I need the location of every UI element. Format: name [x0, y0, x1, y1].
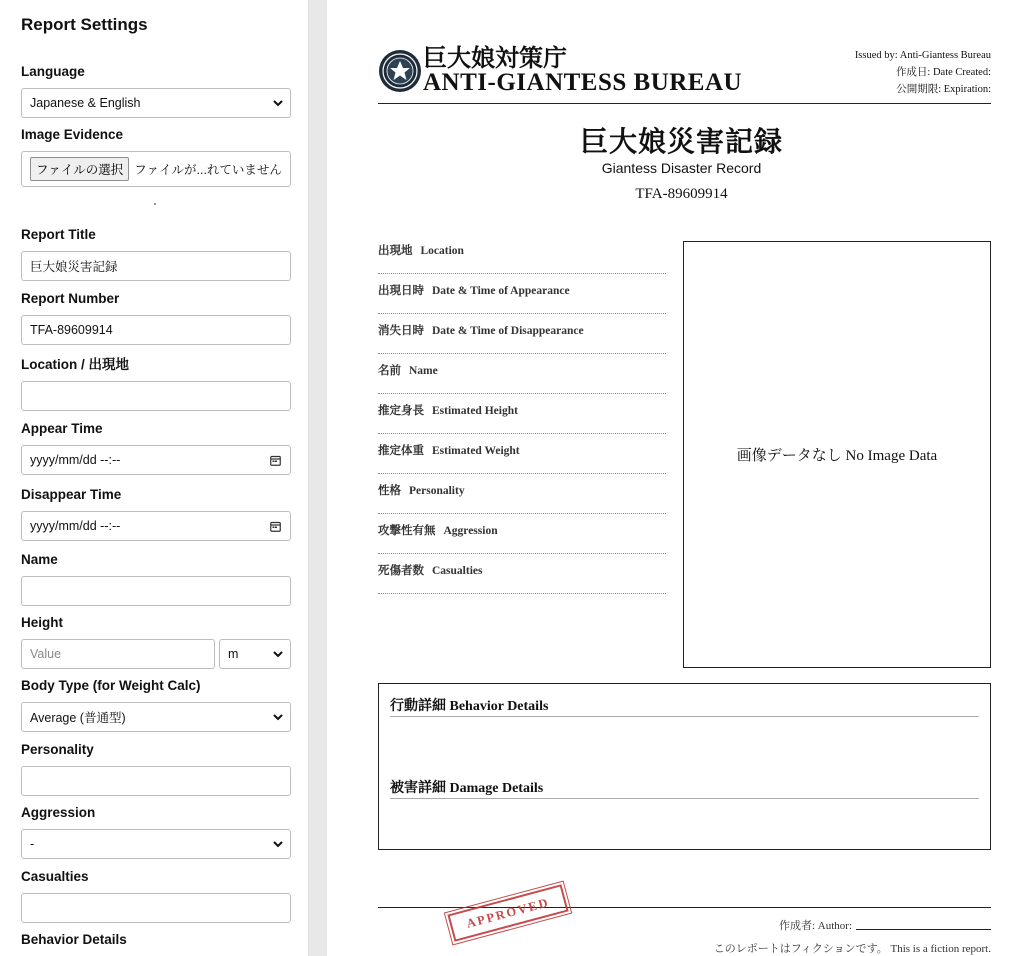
date-created: 作成日: Date Created: [895, 67, 991, 78]
report-document [327, 0, 1036, 956]
behavior-details-field [21, 931, 291, 956]
field-row-disappear-time: 消失日時 Date & Time of Disappearance [378, 314, 666, 354]
report-title-input[interactable] [21, 251, 291, 281]
language-field [21, 63, 291, 118]
height-placeholder: Value [30, 647, 62, 661]
behavior-details-label: Behavior Details [21, 932, 127, 947]
divider-dot [154, 203, 156, 205]
author-signature-line [856, 929, 991, 930]
author-label: 作成者: Author: [778, 920, 852, 932]
aggression-value: - [30, 837, 35, 851]
field-row-appear-time: 出現日時 Date & Time of Appearance [378, 274, 666, 314]
name-label: Name [21, 552, 58, 567]
field-row-height: 推定身長 Estimated Height [378, 394, 666, 434]
approved-stamp: APPROVED [447, 884, 568, 942]
details-box [378, 683, 991, 850]
chevron-down-icon [272, 97, 284, 109]
issued-by: Issued by: Anti-Giantess Bureau [854, 50, 991, 61]
author-line [779, 917, 991, 933]
field-row-casualties: 死傷者数 Casualties [378, 554, 666, 594]
body-type-value: Average (普通型) [30, 711, 126, 725]
field-row-name: 名前 Name [378, 354, 666, 394]
casualties-field [21, 868, 291, 923]
bureau-name-en: ANTI-GIANTESS BUREAU [423, 69, 743, 96]
casualties-input[interactable] [21, 893, 291, 923]
appear-time-placeholder: yyyy/mm/dd --:-- [30, 453, 121, 467]
no-image-text: 画像データなし No Image Data [736, 448, 938, 464]
appear-time-label: Appear Time [21, 421, 103, 436]
choose-file-button[interactable]: ファイルの選択 [30, 157, 129, 181]
image-evidence-label: Image Evidence [21, 127, 124, 142]
body-type-field [21, 677, 291, 732]
field-row-personality: 性格 Personality [378, 474, 666, 514]
language-select[interactable] [21, 88, 291, 118]
location-input[interactable] [21, 381, 291, 411]
report-number-value: TFA-89609914 [30, 323, 113, 337]
report-number-input[interactable] [21, 315, 291, 345]
disappear-time-label: Disappear Time [21, 487, 122, 502]
disappear-time-placeholder: yyyy/mm/dd --:-- [30, 519, 121, 533]
calendar-icon[interactable] [270, 521, 281, 532]
location-label: Location / 出現地 [21, 357, 129, 372]
file-status-text: ファイルが...れていません [134, 163, 282, 177]
report-number-field [21, 290, 291, 345]
name-input[interactable] [21, 576, 291, 606]
bureau-name-jp: 巨大娘対策庁 [423, 46, 567, 72]
location-field [21, 356, 291, 411]
chevron-down-icon [272, 838, 284, 850]
appear-time-field [21, 420, 291, 475]
body-type-label: Body Type (for Weight Calc) [21, 678, 201, 693]
height-field [21, 614, 291, 669]
sidebar-title: Report Settings [21, 15, 148, 34]
expiration: 公開期限: Expiration: [896, 84, 991, 95]
aggression-field [21, 804, 291, 859]
report-title-value: 巨大娘災害記録 [30, 260, 118, 274]
settings-sidebar [0, 0, 309, 956]
height-label: Height [21, 615, 63, 630]
chevron-down-icon [272, 711, 284, 723]
bureau-emblem-icon [378, 49, 422, 93]
name-field [21, 551, 291, 606]
disappear-time-field [21, 486, 291, 541]
document-title: 巨大娘災害記録 [579, 127, 783, 158]
image-file-input[interactable] [21, 151, 291, 187]
chevron-down-icon [272, 648, 284, 660]
personality-field [21, 741, 291, 796]
report-title-label: Report Title [21, 227, 96, 242]
personality-label: Personality [21, 742, 94, 757]
field-row-weight: 推定体重 Estimated Weight [378, 434, 666, 474]
aggression-label: Aggression [21, 805, 96, 820]
behavior-details-heading: 行動詳細 Behavior Details [390, 695, 979, 717]
issue-info [855, 47, 991, 98]
image-placeholder [683, 241, 991, 668]
language-value: Japanese & English [30, 96, 141, 110]
personality-input[interactable] [21, 766, 291, 796]
fiction-note: このレポートはフィクションです。 This is a fiction report. [713, 943, 991, 955]
field-row-location: 出現地 Location [378, 234, 666, 274]
image-evidence-field [21, 126, 291, 187]
body-type-select[interactable] [21, 702, 291, 732]
header-divider [378, 103, 991, 104]
calendar-icon[interactable] [270, 455, 281, 466]
height-value-input[interactable] [21, 639, 215, 669]
casualties-label: Casualties [21, 869, 89, 884]
language-label: Language [21, 64, 85, 79]
damage-details-heading: 被害詳細 Damage Details [390, 777, 979, 799]
aggression-select[interactable] [21, 829, 291, 859]
field-row-aggression: 攻撃性有無 Aggression [378, 514, 666, 554]
appear-time-input[interactable] [21, 445, 291, 475]
height-unit-value: m [228, 647, 239, 661]
report-title-field [21, 226, 291, 281]
document-number: TFA-89609914 [635, 186, 728, 202]
report-number-label: Report Number [21, 291, 120, 306]
document-subtitle: Giantess Disaster Record [601, 160, 762, 176]
height-unit-select[interactable] [219, 639, 291, 669]
disappear-time-input[interactable] [21, 511, 291, 541]
record-fields [378, 234, 666, 594]
